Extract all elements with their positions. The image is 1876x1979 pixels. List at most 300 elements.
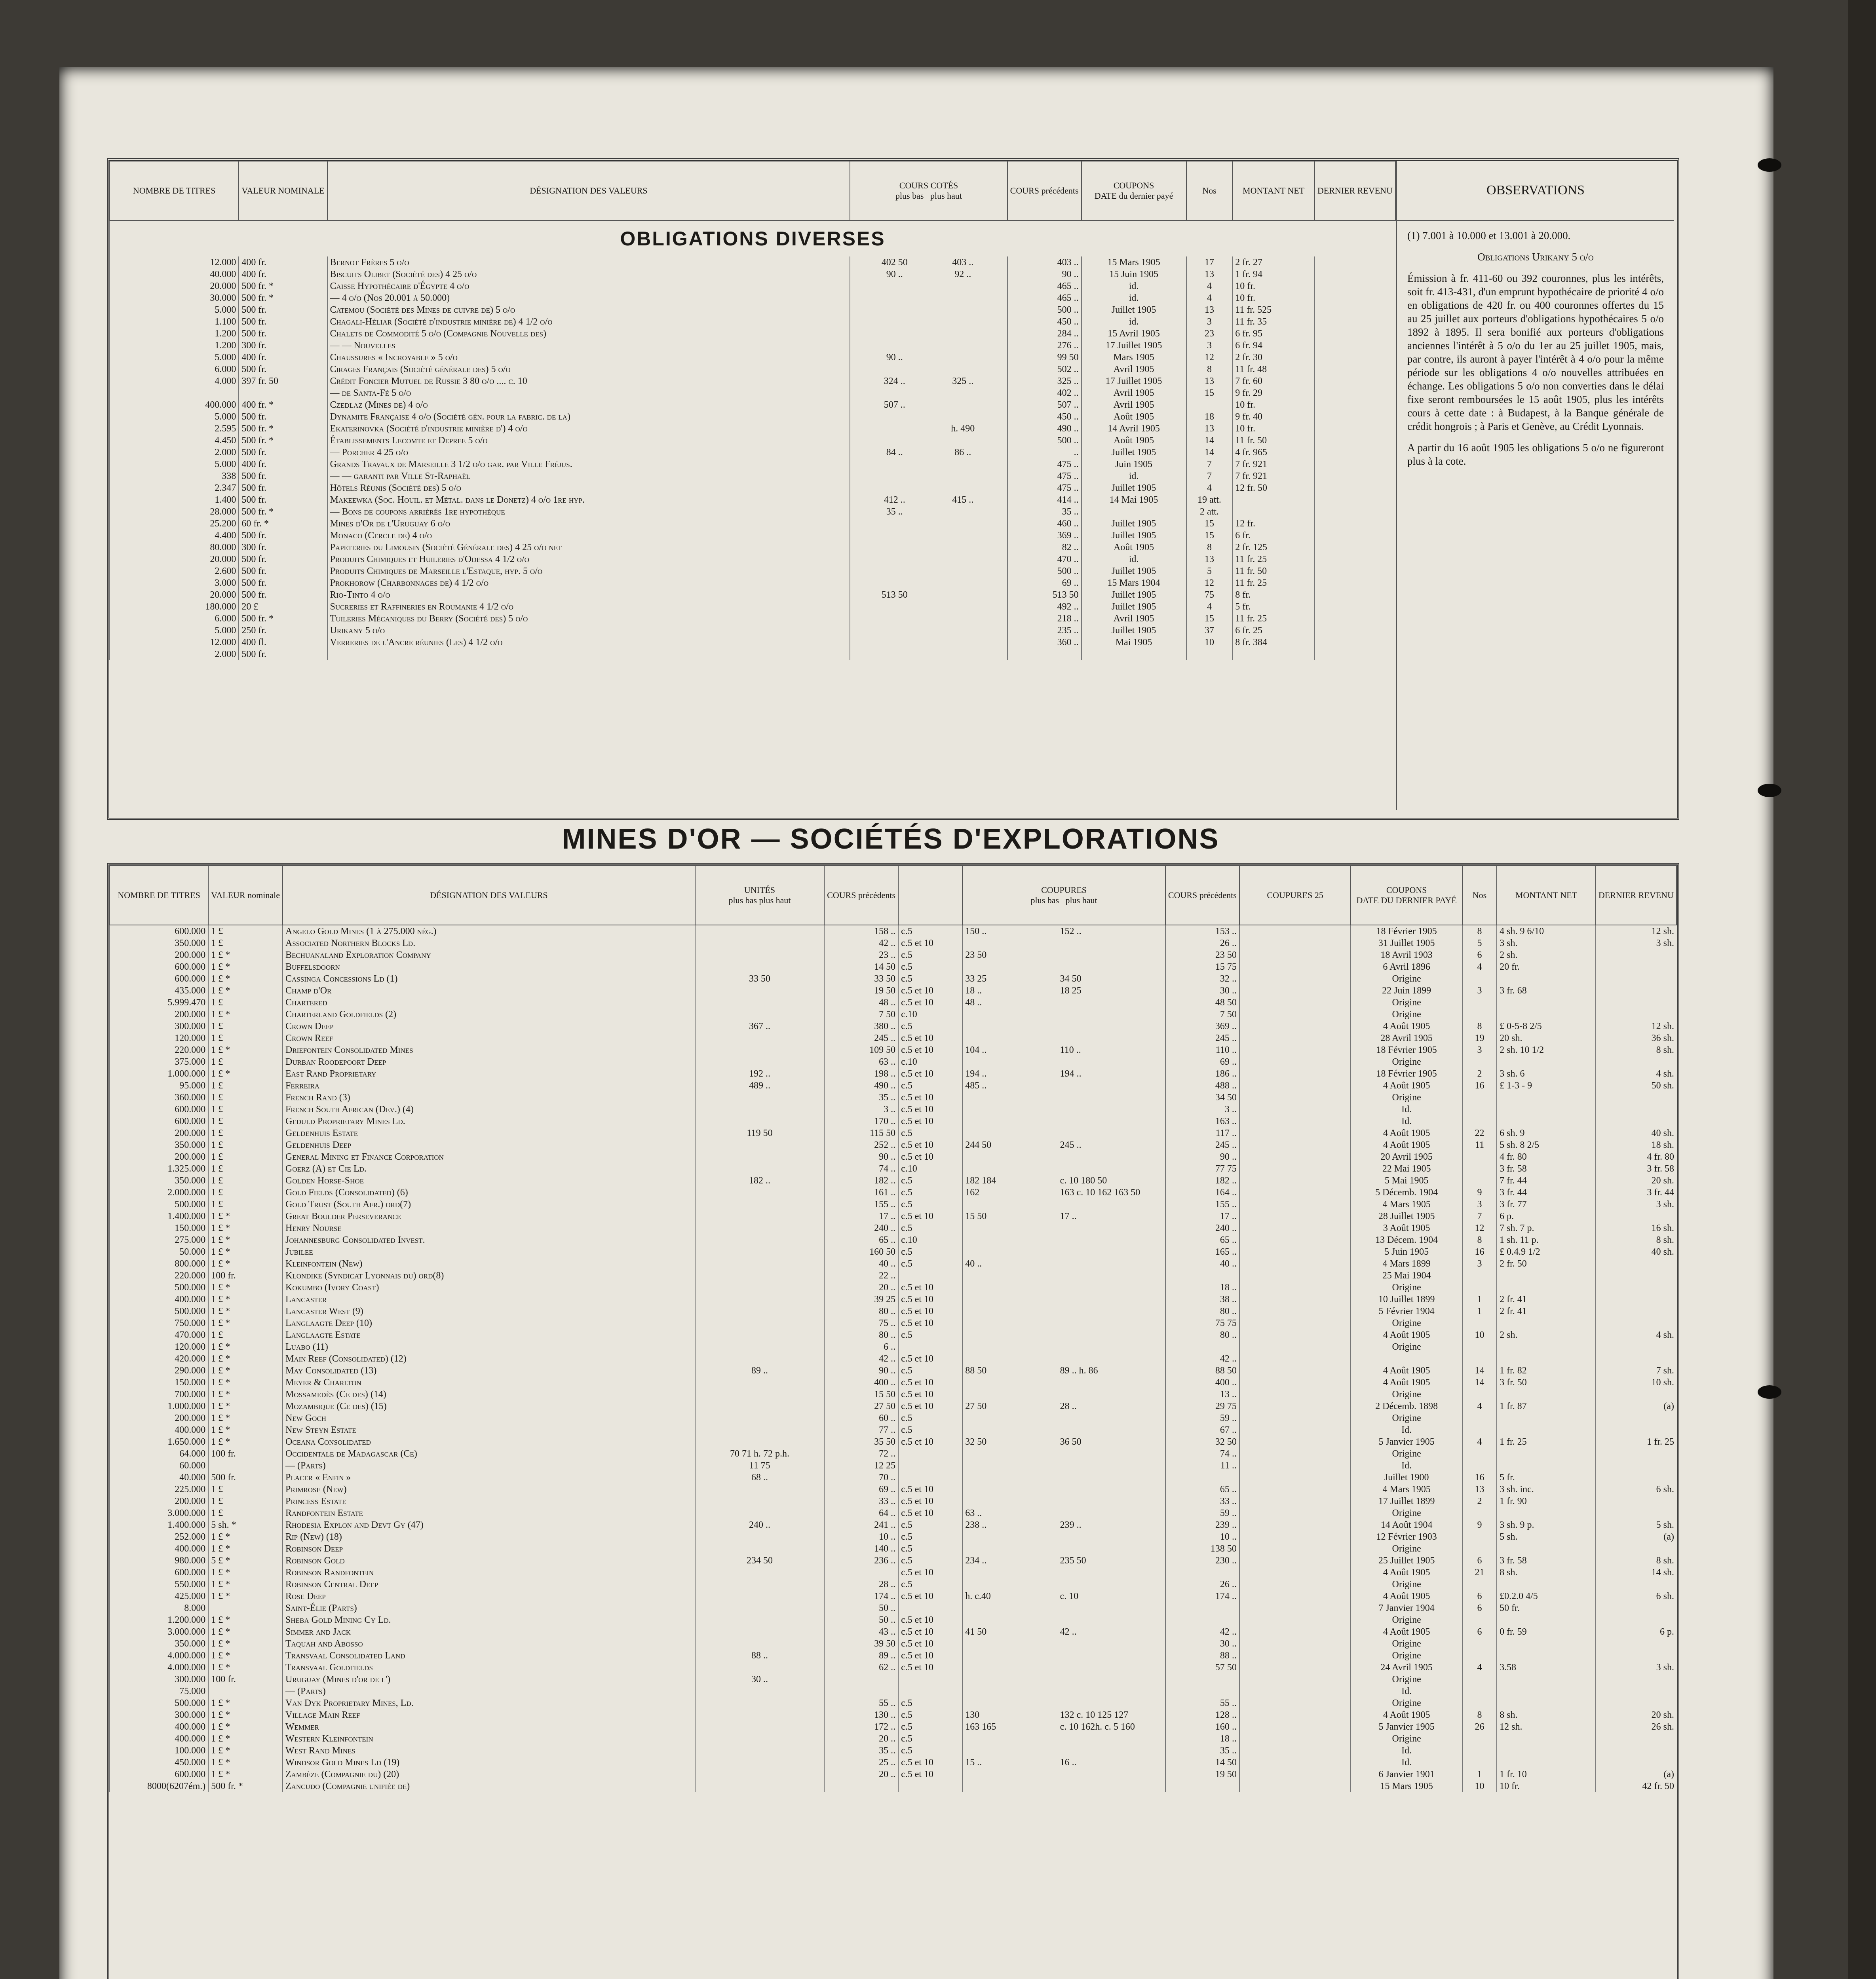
cell-designation: Biscuits Olibet (Société des) 4 25 o/o <box>327 268 850 280</box>
cell-montant: 8 fr. <box>1232 589 1315 601</box>
cell-precedent: 3 .. <box>824 1103 898 1115</box>
cell-revenu <box>1596 1733 1676 1745</box>
cell-designation: Rio-Tinto 4 o/o <box>327 589 850 601</box>
cell-coupures25 <box>1239 1626 1351 1638</box>
cell-valeur: 400 fl. <box>239 636 327 648</box>
cell-cours2: 160 .. <box>1165 1721 1239 1733</box>
cell-valeur: 1 £ * <box>208 1650 283 1662</box>
cell-precedent: 490 .. <box>1007 423 1082 435</box>
cell-coupures <box>962 1353 1165 1365</box>
cell-precedent: 465 .. <box>1007 292 1082 304</box>
cell-cours <box>850 387 1007 399</box>
cell-precedent <box>824 1780 898 1792</box>
cell-coupure: c.5 <box>898 949 962 961</box>
cell-revenu: 26 sh. <box>1596 1721 1676 1733</box>
cell-numero: 3 <box>1186 316 1233 328</box>
observation-note: Émission à fr. 411-60 ou 392 couronnes, plus les intérêts, soit fr. 413-431, d'un emprunt hypothécaire de priorité 4 o/o en obligations de 420 fr. ou 400 couronnes offertes du 15 au 25 juillet aux porteurs d'obligations hypothécaires 5 o/o 1892 à 1895. Il sera bonifié aux porteurs d'obligations anciennes l'intérêt à 5 o/o du 1er au 25 juillet 1905, mais, par contre, ils auront à payer l'intérêt à 4 o/o pour la même période sur les obligations 4 o/o nouvelles attribuées en échange. Les obligations 5 o/o non converties dans le délai fixe seront remboursées le 15 août 1905, plus les intérêts cours à cette date : à Budapest, à la Banque générale de crédit hongrois ; à Paris et Genève, au Crédit Lyonnais. <box>1407 272 1664 432</box>
cell-precedent: 69 .. <box>824 1483 898 1495</box>
cell-coupures-haut: 36 50 <box>1060 1437 1082 1447</box>
cours-cotes-label: COURS COTÉS <box>899 180 958 190</box>
cell-coupure: c.5 et 10 <box>898 1614 962 1626</box>
cell-nombre: 1.650.000 <box>110 1436 208 1448</box>
cell-unites <box>695 1638 824 1650</box>
cell-precedent: 160 50 <box>824 1246 898 1258</box>
cell-nombre: 150.000 <box>110 1377 208 1388</box>
cell-unites <box>695 1543 824 1555</box>
cell-designation: Geldenhuis Estate <box>283 1127 695 1139</box>
cell-date: Origine <box>1351 1650 1462 1662</box>
cell-plus-bas: 324 .. <box>884 376 905 386</box>
cell-cours <box>850 506 1007 518</box>
cell-valeur: 500 fr. <box>239 328 327 340</box>
cell-valeur: 500 fr. <box>239 648 327 660</box>
cell-coupure: c.5 et 10 <box>898 1388 962 1400</box>
cell-nombre: 400.000 <box>110 1424 208 1436</box>
cell-unites <box>695 1590 824 1602</box>
cell-coupures25 <box>1239 1519 1351 1531</box>
cell-numero: 14 <box>1462 1377 1497 1388</box>
cell-unites <box>695 1721 824 1733</box>
cell-revenu <box>1596 1388 1676 1400</box>
table-row <box>110 1210 1676 1222</box>
cell-date: Avril 1905 <box>1082 387 1186 399</box>
table-row <box>110 411 1395 423</box>
cell-valeur: 1 £ * <box>208 1317 283 1329</box>
cell-cours2: 67 .. <box>1165 1424 1239 1436</box>
table-row <box>110 1460 1676 1472</box>
obligations-observations <box>1396 161 1674 810</box>
cell-date: 25 Juillet 1905 <box>1351 1555 1462 1567</box>
cell-designation: Czedlaz (Mines de) 4 o/o <box>327 399 850 411</box>
cell-montant: 3 fr. 50 <box>1497 1377 1596 1388</box>
cell-precedent: 360 .. <box>1007 636 1082 648</box>
cell-cours <box>850 435 1007 446</box>
cell-numero <box>1462 1757 1497 1768</box>
cell-coupures <box>962 1507 1165 1519</box>
cell-nombre: 550.000 <box>110 1578 208 1590</box>
cell-date: Juillet 1905 <box>1082 518 1186 530</box>
observation-note: A partir du 16 août 1905 les obligations 5 o/o ne figureront plus à la cote. <box>1407 442 1664 467</box>
cell-valeur <box>208 1460 283 1472</box>
cell-revenu: 16 sh. <box>1596 1222 1676 1234</box>
cell-date: 17 Juillet 1905 <box>1082 340 1186 351</box>
cell-cours2: 40 .. <box>1165 1258 1239 1270</box>
cell-valeur: 1 £ * <box>208 1377 283 1388</box>
table-row <box>110 375 1395 387</box>
cell-date: id. <box>1082 316 1186 328</box>
cell-unites <box>695 949 824 961</box>
cell-montant: 11 fr. 25 <box>1232 553 1315 565</box>
cell-cours2: 77 75 <box>1165 1163 1239 1175</box>
cell-coupures-haut: 17 .. <box>1060 1211 1077 1221</box>
cell-coupure: c.5 <box>898 1329 962 1341</box>
cell-nombre: 300.000 <box>110 1673 208 1685</box>
cell-designation: Ferreira <box>283 1080 695 1092</box>
cell-coupures-bas: 485 .. <box>965 1081 987 1091</box>
unites-sub <box>698 895 821 906</box>
cell-coupures25 <box>1239 1377 1351 1388</box>
cell-montant <box>1497 1008 1596 1020</box>
cell-date: Id. <box>1351 1103 1462 1115</box>
cell-revenu <box>1315 292 1395 304</box>
m-coupons-label: COUPONS <box>1386 885 1427 895</box>
cell-designation: Rhodesia Explon and Devt Gy (47) <box>283 1519 695 1531</box>
cell-nombre: 64.000 <box>110 1448 208 1460</box>
cell-cours2: 174 .. <box>1165 1590 1239 1602</box>
cell-designation: Johannesburg Consolidated Invest. <box>283 1234 695 1246</box>
cell-revenu: 42 fr. 50 <box>1596 1780 1676 1792</box>
cell-plus-bas: 412 .. <box>884 495 905 505</box>
cell-date: Juillet 1905 <box>1082 601 1186 613</box>
cell-date: 4 Août 1905 <box>1351 1365 1462 1377</box>
cell-precedent: 50 .. <box>824 1602 898 1614</box>
table-row <box>110 1757 1676 1768</box>
cell-montant: 2 sh. <box>1497 949 1596 961</box>
cell-coupures-bas: 194 .. <box>965 1069 987 1079</box>
table-row <box>110 423 1395 435</box>
cell-valeur: 100 fr. <box>208 1448 283 1460</box>
cell-montant: 7 sh. 7 p. <box>1497 1222 1596 1234</box>
cell-designation: Charterland Goldfields (2) <box>283 1008 695 1020</box>
cell-coupures-haut: 34 50 <box>1060 974 1082 984</box>
cell-valeur: 500 fr. <box>239 482 327 494</box>
table-row <box>110 985 1676 997</box>
cell-coupures-haut: 235 50 <box>1060 1555 1086 1566</box>
cell-cours2: 230 .. <box>1165 1555 1239 1567</box>
mcol-date <box>1351 866 1462 925</box>
cell-unites <box>695 1317 824 1329</box>
table-row <box>110 518 1395 530</box>
cell-coupure: c.5 et 10 <box>898 1436 962 1448</box>
cell-cours2: 11 .. <box>1165 1460 1239 1472</box>
cell-nombre: 600.000 <box>110 1103 208 1115</box>
cell-nombre: 20.000 <box>110 553 239 565</box>
cell-precedent: 48 .. <box>824 997 898 1008</box>
cell-cours2: 7 50 <box>1165 1008 1239 1020</box>
cell-numero: 6 <box>1462 1555 1497 1567</box>
cell-designation: Associated Northern Blocks Ld. <box>283 937 695 949</box>
cell-coupure: c.5 <box>898 1721 962 1733</box>
cell-date: 4 Août 1905 <box>1351 1139 1462 1151</box>
cell-cours2: 80 .. <box>1165 1305 1239 1317</box>
cell-precedent: 39 50 <box>824 1638 898 1650</box>
cell-montant: 1 fr. 87 <box>1497 1400 1596 1412</box>
cell-date: Juillet 1905 <box>1082 625 1186 636</box>
cell-valeur: 500 fr. * <box>239 506 327 518</box>
cell-nombre: 2.600 <box>110 565 239 577</box>
cell-coupures <box>962 1103 1165 1115</box>
unites-label: UNITÉS <box>744 885 775 895</box>
cell-cours <box>850 458 1007 470</box>
cell-valeur: 1 £ * <box>208 1068 283 1080</box>
cell-valeur: 1 £ * <box>208 1733 283 1745</box>
cell-designation: Cassinga Concessions Ld (1) <box>283 973 695 985</box>
cell-montant: 11 fr. 25 <box>1232 577 1315 589</box>
cell-revenu <box>1315 458 1395 470</box>
cell-numero <box>1462 973 1497 985</box>
cell-revenu <box>1596 1602 1676 1614</box>
cell-revenu: 3 sh. <box>1596 1662 1676 1673</box>
cell-cours2: 117 .. <box>1165 1127 1239 1139</box>
cell-montant: 7 fr. 921 <box>1232 458 1315 470</box>
plus-bas-label: plus bas <box>895 191 924 201</box>
cell-precedent: 492 .. <box>1007 601 1082 613</box>
cell-coupures25 <box>1239 1258 1351 1270</box>
cell-precedent: 513 50 <box>1007 589 1082 601</box>
mcol-dernier: DERNIER REVENU <box>1596 866 1676 925</box>
cell-revenu: 1 fr. 25 <box>1596 1436 1676 1448</box>
cell-revenu <box>1596 1650 1676 1662</box>
date-label: DATE du dernier payé <box>1094 191 1173 201</box>
cell-precedent: 475 .. <box>1007 458 1082 470</box>
cell-numero <box>1462 1448 1497 1460</box>
cell-numero: 4 <box>1462 1662 1497 1673</box>
table-row <box>110 1068 1676 1080</box>
cell-coupures <box>962 1365 1165 1377</box>
cell-cours <box>850 553 1007 565</box>
cell-coupures-bas: 104 .. <box>965 1045 987 1055</box>
cell-montant: 12 fr. <box>1232 518 1315 530</box>
cell-numero: 10 <box>1462 1329 1497 1341</box>
cell-cours2 <box>1165 1270 1239 1282</box>
table-row <box>110 1780 1676 1792</box>
table-row <box>110 553 1395 565</box>
cell-revenu <box>1315 648 1395 660</box>
table-row <box>110 1258 1676 1270</box>
cell-revenu: 4 sh. <box>1596 1068 1676 1080</box>
cell-nombre: 600.000 <box>110 973 208 985</box>
cell-revenu <box>1315 351 1395 363</box>
cell-precedent: 65 .. <box>824 1234 898 1246</box>
cell-numero <box>1462 1282 1497 1293</box>
cell-numero: 4 <box>1186 280 1233 292</box>
cell-montant <box>1497 1056 1596 1068</box>
cell-coupures <box>962 1282 1165 1293</box>
binding-hole <box>1758 1385 1781 1399</box>
cell-valeur: 500 fr. <box>239 304 327 316</box>
cell-precedent <box>1007 648 1082 660</box>
cell-montant: 2 sh. <box>1497 1329 1596 1341</box>
cell-revenu <box>1596 1507 1676 1519</box>
cell-revenu <box>1596 1282 1676 1293</box>
cell-valeur: 1 £ * <box>208 1745 283 1757</box>
cell-valeur: 1 £ * <box>208 1424 283 1436</box>
cell-coupure: c.10 <box>898 1234 962 1246</box>
cell-designation: East Rand Proprietary <box>283 1068 695 1080</box>
table-row <box>110 1056 1676 1068</box>
cell-precedent: 50 .. <box>824 1614 898 1626</box>
cell-numero <box>1462 1685 1497 1697</box>
cell-designation: Langlaagte Estate <box>283 1329 695 1341</box>
cell-revenu: 12 sh. <box>1596 925 1676 937</box>
cell-unites <box>695 1092 824 1103</box>
cell-precedent: 245 .. <box>824 1032 898 1044</box>
cell-montant: 5 fr. <box>1497 1472 1596 1483</box>
cell-date: 2 Décemb. 1898 <box>1351 1400 1462 1412</box>
cell-unites <box>695 937 824 949</box>
cell-valeur: 1 £ <box>208 1127 283 1139</box>
cell-revenu: 6 sh. <box>1596 1483 1676 1495</box>
cell-coupures <box>962 1555 1165 1567</box>
cell-coupure <box>898 1685 962 1697</box>
cell-valeur: 500 fr. <box>239 565 327 577</box>
cell-designation: Kokumbo (Ivory Coast) <box>283 1282 695 1293</box>
cell-montant <box>1497 1745 1596 1757</box>
table-row <box>110 1151 1676 1163</box>
cell-precedent: 69 .. <box>1007 577 1082 589</box>
table-row <box>110 1270 1676 1282</box>
cell-montant: 2 fr. 41 <box>1497 1305 1596 1317</box>
cell-numero: 13 <box>1186 304 1233 316</box>
cell-designation: Durban Roodepoort Deep <box>283 1056 695 1068</box>
cell-montant <box>1497 1673 1596 1685</box>
newspaper-page <box>59 67 1773 1979</box>
cell-numero <box>1462 1103 1497 1115</box>
cell-cours <box>850 601 1007 613</box>
cell-date: 7 Janvier 1904 <box>1351 1602 1462 1614</box>
cell-cours2: 23 50 <box>1165 949 1239 961</box>
cell-date: 6 Avril 1896 <box>1351 961 1462 973</box>
cell-revenu <box>1596 1448 1676 1460</box>
cell-date: 4 Août 1905 <box>1351 1329 1462 1341</box>
cell-date: 13 Décem. 1904 <box>1351 1234 1462 1246</box>
cell-date: Origine <box>1351 1448 1462 1460</box>
cell-precedent: 10 .. <box>824 1531 898 1543</box>
cell-montant: 20 fr. <box>1497 961 1596 973</box>
cell-designation: Taquah and Abosso <box>283 1638 695 1650</box>
table-row <box>110 648 1395 660</box>
cell-unites: 119 50 <box>695 1127 824 1139</box>
cell-designation: Mossamedès (Ce des) (14) <box>283 1388 695 1400</box>
cell-precedent: 284 .. <box>1007 328 1082 340</box>
cell-unites: 88 .. <box>695 1650 824 1662</box>
cell-unites <box>695 1353 824 1365</box>
cell-revenu <box>1596 1424 1676 1436</box>
table-row <box>110 625 1395 636</box>
cell-valeur: 1 £ * <box>208 1578 283 1590</box>
cell-designation: Verreries de l'Ancre réunies (Les) 4 1/2 o/o <box>327 636 850 648</box>
cell-coupures25 <box>1239 1246 1351 1258</box>
cell-montant: 3 fr. 77 <box>1497 1198 1596 1210</box>
cell-unites <box>695 1341 824 1353</box>
cell-date: Origine <box>1351 1008 1462 1020</box>
coupons-label: COUPONS <box>1113 180 1154 190</box>
cell-cours <box>850 268 1007 280</box>
cell-revenu: 4 sh. <box>1596 1329 1676 1341</box>
cell-montant <box>1497 1092 1596 1103</box>
cell-montant: 0 fr. 59 <box>1497 1626 1596 1638</box>
table-row <box>110 1602 1676 1614</box>
cell-valeur: 1 £ <box>208 1103 283 1115</box>
cell-montant <box>1497 1507 1596 1519</box>
cell-cours2: 69 .. <box>1165 1056 1239 1068</box>
cell-date: Id. <box>1351 1685 1462 1697</box>
cell-coupure: c.5 et 10 <box>898 1567 962 1578</box>
cell-unites <box>695 1412 824 1424</box>
cell-nombre: 600.000 <box>110 1115 208 1127</box>
cell-numero <box>1462 1697 1497 1709</box>
cell-designation: — (Parts) <box>283 1460 695 1472</box>
cell-date: 5 Janvier 1905 <box>1351 1721 1462 1733</box>
cell-numero: 6 <box>1462 1602 1497 1614</box>
cell-montant: 2 fr. 30 <box>1232 351 1315 363</box>
cell-valeur: 500 fr. <box>239 589 327 601</box>
cell-montant: 3 sh. 6 <box>1497 1068 1596 1080</box>
cell-coupures <box>962 1020 1165 1032</box>
cell-cours2: 400 .. <box>1165 1377 1239 1388</box>
cell-montant: 10 fr. <box>1497 1780 1596 1792</box>
cell-numero: 16 <box>1462 1246 1497 1258</box>
table-row <box>110 458 1395 470</box>
table-row <box>110 1697 1676 1709</box>
cell-coupures-haut: 18 25 <box>1060 986 1082 996</box>
cell-coupures <box>962 1175 1165 1187</box>
cell-cours <box>850 636 1007 648</box>
table-row <box>110 1222 1676 1234</box>
cell-designation: Goerz (A) et Cie Ld. <box>283 1163 695 1175</box>
cell-designation: West Rand Mines <box>283 1745 695 1757</box>
cell-revenu <box>1596 1673 1676 1685</box>
cell-cours <box>850 411 1007 423</box>
cell-nombre: 400.000 <box>110 1543 208 1555</box>
table-row <box>110 1709 1676 1721</box>
cell-revenu <box>1315 613 1395 625</box>
mcol-nombre: NOMBRE DE TITRES <box>110 866 208 925</box>
cell-designation: Henry Nourse <box>283 1222 695 1234</box>
cell-nombre: 360.000 <box>110 1092 208 1103</box>
cell-unites <box>695 1044 824 1056</box>
cell-nombre: 1.200 <box>110 340 239 351</box>
cell-designation: Mozambique (Ce des) (15) <box>283 1400 695 1412</box>
cell-revenu <box>1596 1056 1676 1068</box>
cell-date: Juillet 1900 <box>1351 1472 1462 1483</box>
cell-cours <box>850 518 1007 530</box>
cell-montant <box>1497 1733 1596 1745</box>
cell-coupure <box>898 1460 962 1472</box>
cell-nombre: 200.000 <box>110 949 208 961</box>
cell-date: 4 Août 1905 <box>1351 1080 1462 1092</box>
cell-montant: 3 fr. 68 <box>1497 985 1596 997</box>
cell-cours <box>850 565 1007 577</box>
cell-precedent: 500 .. <box>1007 435 1082 446</box>
cell-precedent: 22 .. <box>824 1270 898 1282</box>
table-row <box>110 1555 1676 1567</box>
cell-montant: 3 fr. 58 <box>1497 1555 1596 1567</box>
cell-precedent: 115 50 <box>824 1127 898 1139</box>
cell-revenu <box>1596 1614 1676 1626</box>
table-row <box>110 1531 1676 1543</box>
cell-coupures25 <box>1239 1733 1351 1745</box>
cell-numero: 12 <box>1186 577 1233 589</box>
cell-coupures25 <box>1239 1388 1351 1400</box>
cell-montant <box>1497 997 1596 1008</box>
cell-date: Août 1905 <box>1082 411 1186 423</box>
cell-precedent: 64 .. <box>824 1507 898 1519</box>
cell-date: Origine <box>1351 1614 1462 1626</box>
cell-date: 5 Juin 1905 <box>1351 1246 1462 1258</box>
cell-revenu: 10 sh. <box>1596 1377 1676 1388</box>
cell-coupures25 <box>1239 1673 1351 1685</box>
cell-nombre: 600.000 <box>110 1768 208 1780</box>
cell-precedent: 218 .. <box>1007 613 1082 625</box>
cell-valeur: 500 fr. <box>239 363 327 375</box>
cell-nombre: 600.000 <box>110 925 208 937</box>
cell-nombre: 20.000 <box>110 280 239 292</box>
cell-revenu <box>1596 1757 1676 1768</box>
cell-date: 22 Juin 1899 <box>1351 985 1462 997</box>
cell-precedent: 450 .. <box>1007 316 1082 328</box>
cell-numero: 7 <box>1186 470 1233 482</box>
